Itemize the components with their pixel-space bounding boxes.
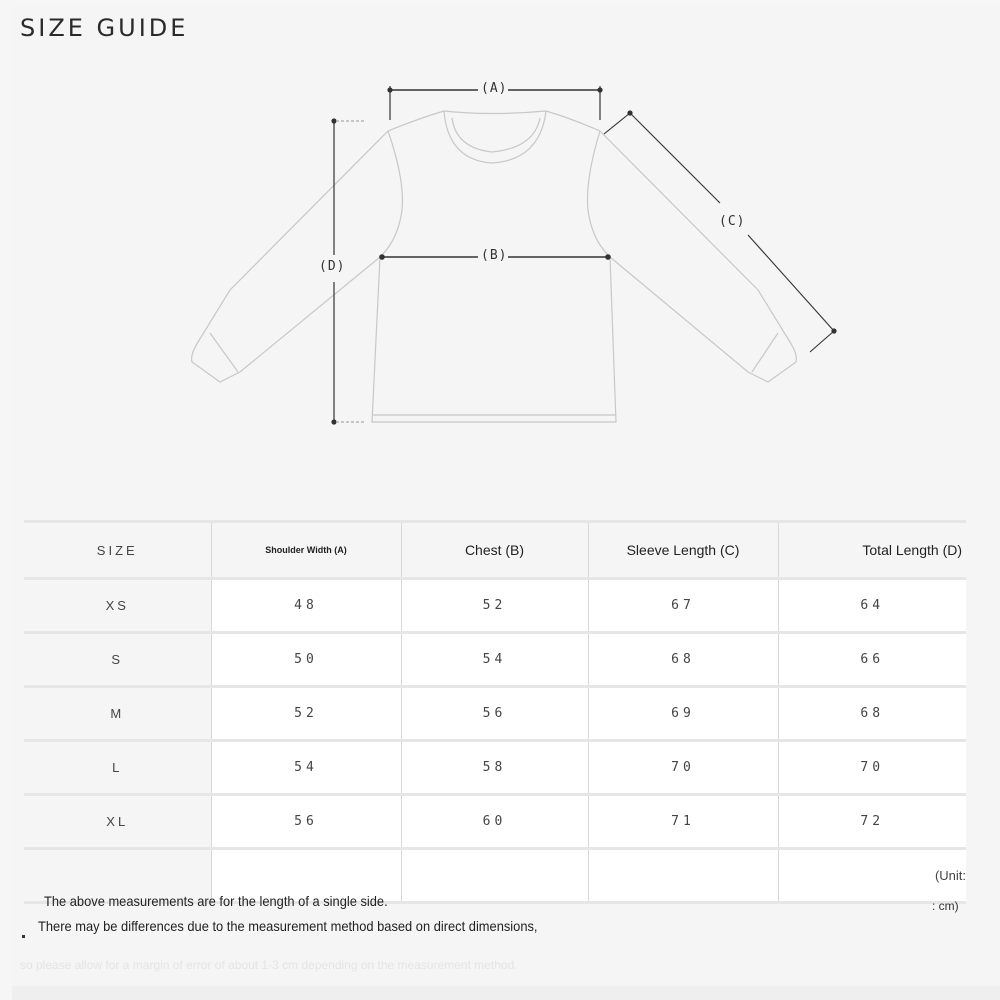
unit-label-close: : cm) — [932, 899, 959, 913]
label-c: (C) — [719, 214, 746, 229]
garment-diagram — [0, 0, 1000, 470]
shoulder-cell: 50 — [211, 633, 401, 687]
table-row — [24, 579, 966, 633]
chest-cell: 52 — [401, 579, 588, 633]
page-title: SIZE GUIDE — [20, 14, 189, 42]
total-cell: 70 — [778, 741, 966, 795]
size-cell: M — [24, 687, 211, 741]
table-header-row — [24, 522, 966, 579]
header-size: SIZE — [24, 522, 211, 579]
label-b: (B) — [481, 248, 508, 263]
header-chest: Chest (B) — [401, 522, 588, 579]
header-sleeve-length: Sleeve Length (C) — [588, 522, 778, 579]
note-single-side: The above measurements are for the length of a single side. — [44, 893, 388, 909]
chest-cell: 54 — [401, 633, 588, 687]
sleeve-cell: 71 — [588, 795, 778, 849]
bullet-icon — [22, 935, 25, 938]
shoulder-cell: 54 — [211, 741, 401, 795]
size-cell: XS — [24, 579, 211, 633]
sleeve-cell: 69 — [588, 687, 778, 741]
header-shoulder-width: Shoulder Width (A) — [211, 522, 401, 579]
table-row — [24, 633, 966, 687]
size-cell: S — [24, 633, 211, 687]
chest-cell: 58 — [401, 741, 588, 795]
bottom-strip — [12, 986, 1000, 1000]
shoulder-cell: 56 — [211, 795, 401, 849]
sleeve-cell: 68 — [588, 633, 778, 687]
note-faded-line: so please allow for a margin of error of about 1-3 cm depending on the measurement method. — [20, 958, 518, 972]
label-a: (A) — [481, 81, 508, 96]
empty-cell — [401, 849, 588, 903]
unit-label: (Unit: — [778, 849, 966, 903]
table-row — [24, 795, 966, 849]
table-row — [24, 741, 966, 795]
total-cell: 68 — [778, 687, 966, 741]
size-cell: XL — [24, 795, 211, 849]
table-row — [24, 687, 966, 741]
size-cell: L — [24, 741, 211, 795]
header-total-length: Total Length (D) — [778, 522, 966, 579]
total-cell: 64 — [778, 579, 966, 633]
shoulder-cell: 48 — [211, 579, 401, 633]
total-cell: 66 — [778, 633, 966, 687]
empty-cell — [588, 849, 778, 903]
chest-cell: 60 — [401, 795, 588, 849]
sleeve-cell: 70 — [588, 741, 778, 795]
chest-cell: 56 — [401, 687, 588, 741]
sweatshirt-illustration — [0, 0, 1000, 470]
total-cell: 72 — [778, 795, 966, 849]
sleeve-cell: 67 — [588, 579, 778, 633]
shoulder-cell: 52 — [211, 687, 401, 741]
size-table — [24, 520, 966, 904]
label-d: (D) — [319, 259, 346, 274]
note-measurement-differences: There may be differences due to the measurement method based on direct dimensions, — [38, 918, 538, 934]
